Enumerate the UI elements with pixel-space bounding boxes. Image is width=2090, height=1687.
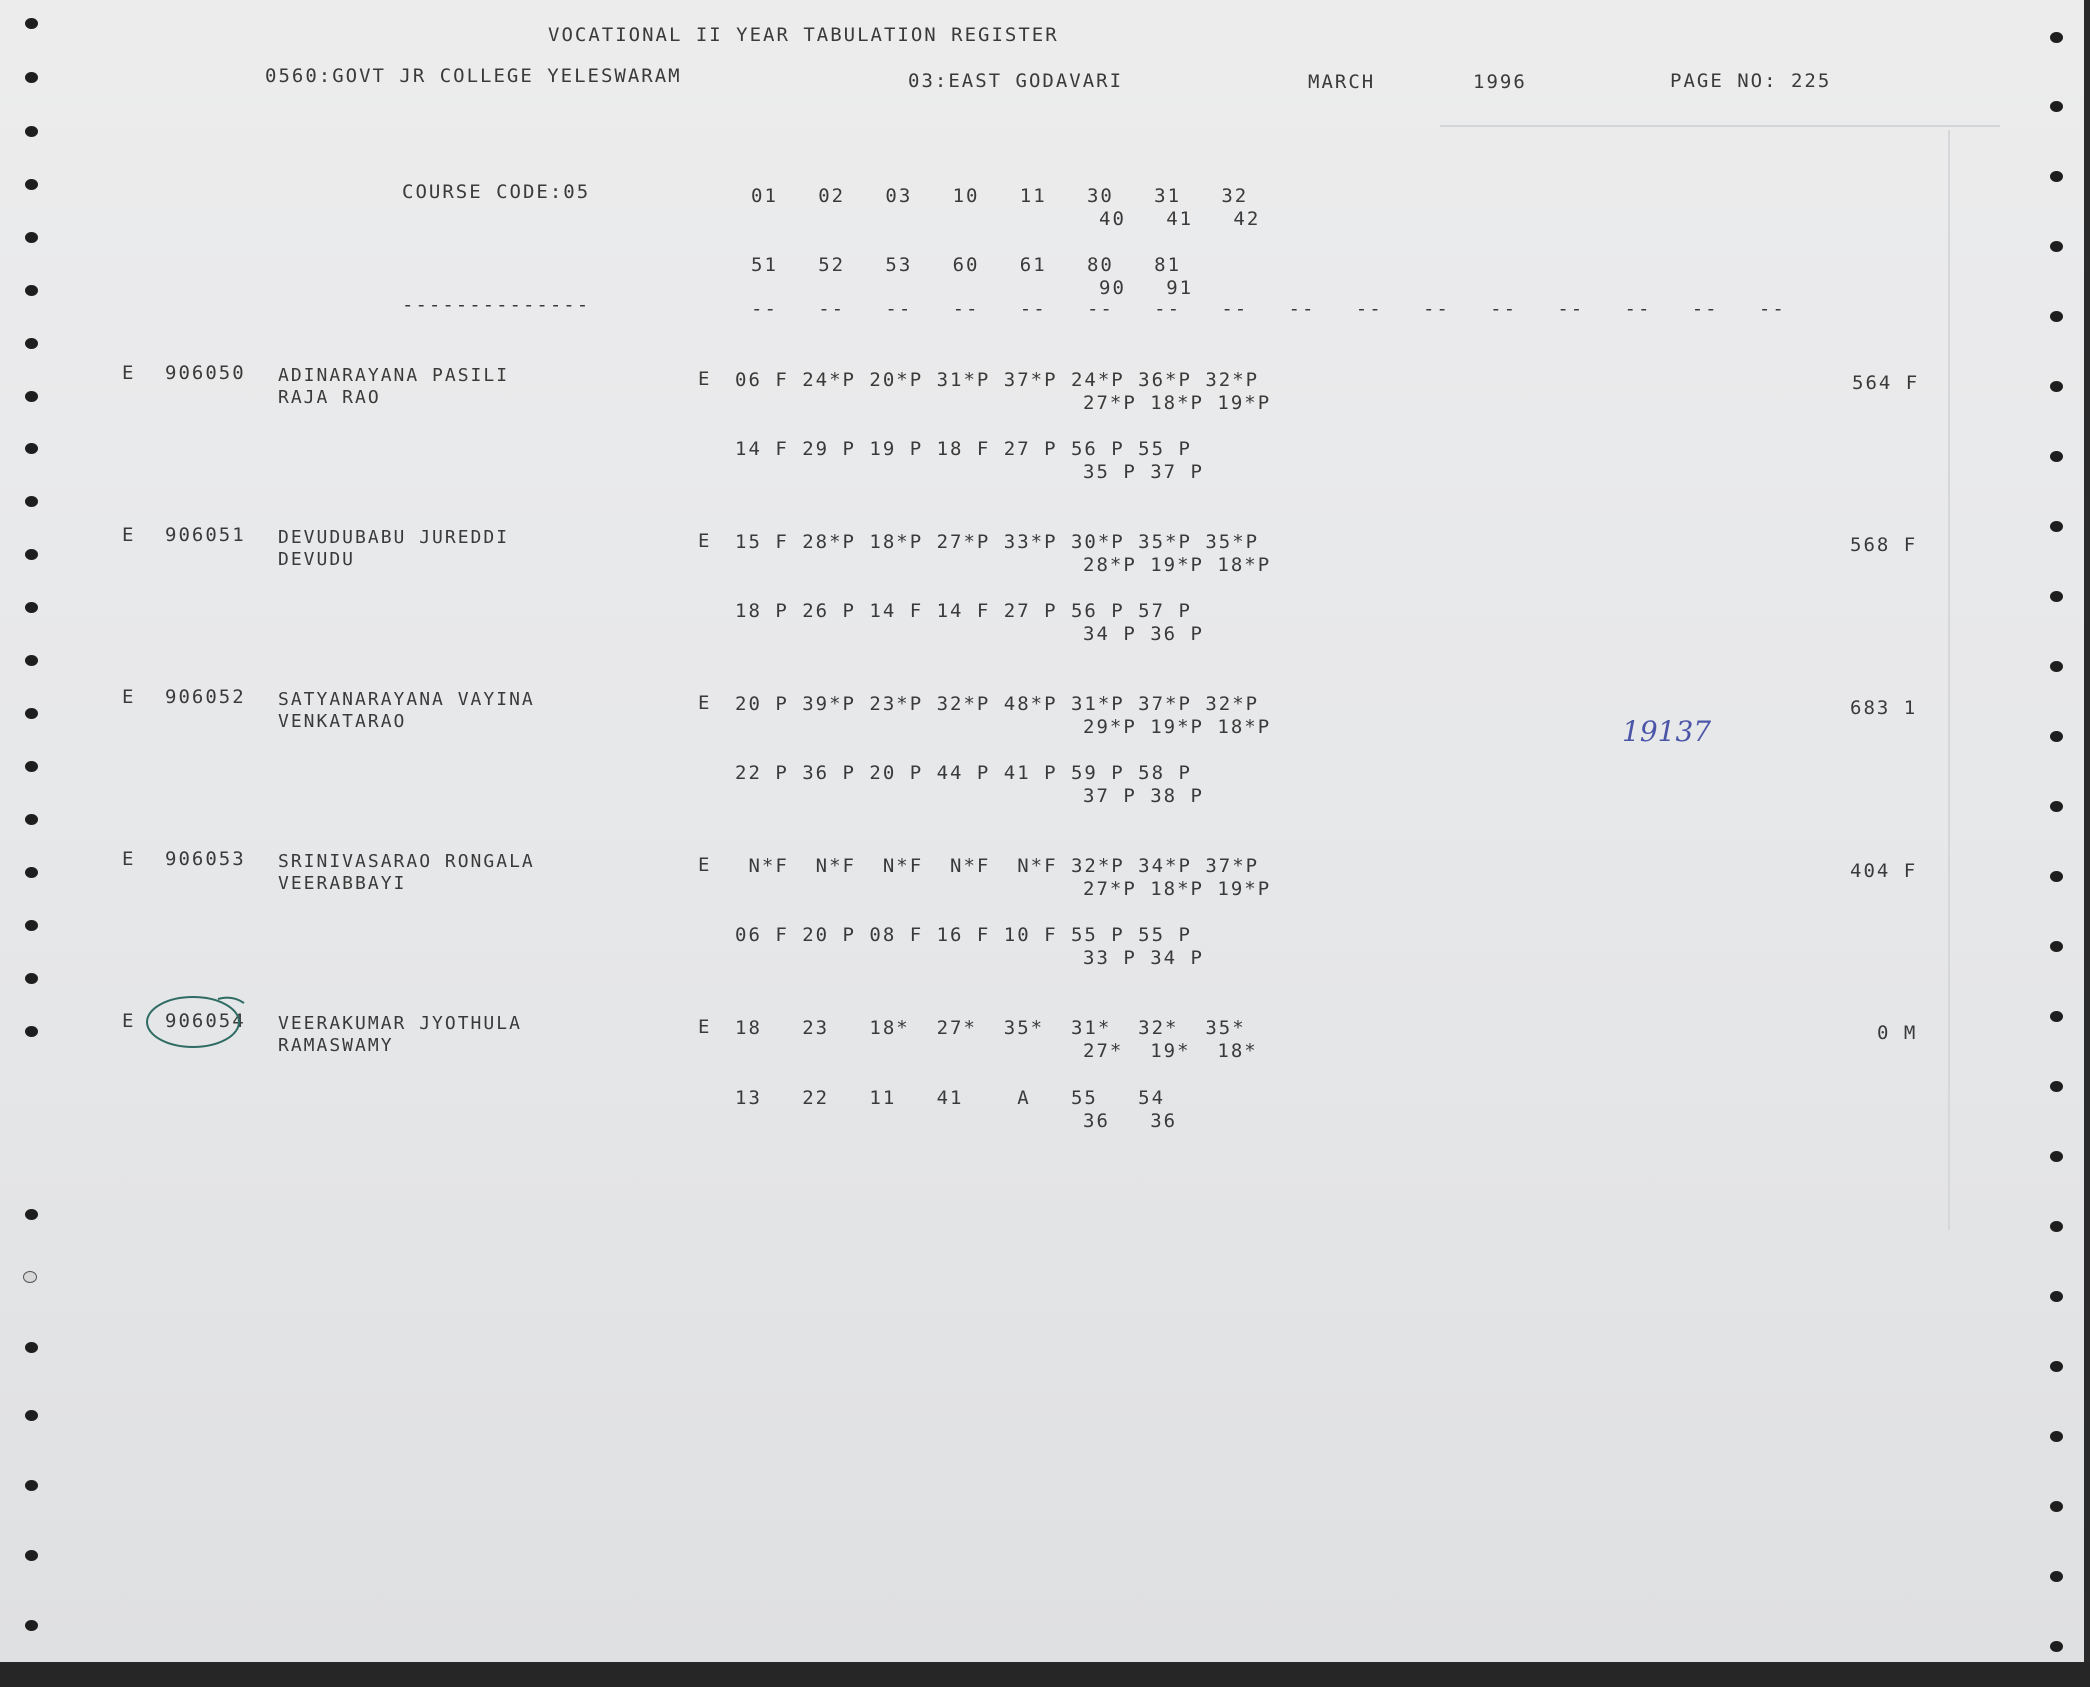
feed-hole [25, 443, 38, 454]
feed-hole [25, 1342, 38, 1353]
feed-hole [25, 232, 38, 243]
roll-number: 906054 [165, 1010, 246, 1032]
grand-total: 404 F [1850, 860, 1918, 882]
feed-hole [25, 1480, 38, 1491]
marks-line: 28*P 19*P 18*P [1083, 554, 1272, 576]
course-code: COURSE CODE:05 [402, 181, 591, 203]
feed-hole [25, 602, 38, 613]
feed-hole [2050, 32, 2063, 43]
college-name: 0560:GOVT JR COLLEGE YELESWARAM [265, 65, 682, 87]
district-name: 03:EAST GODAVARI [908, 70, 1124, 92]
feed-hole [25, 708, 38, 719]
feed-hole [25, 761, 38, 772]
exam-month: MARCH [1308, 71, 1376, 93]
feed-hole [2050, 1011, 2063, 1022]
feed-hole [2050, 1291, 2063, 1302]
marks-line: 27*P 18*P 19*P [1083, 878, 1272, 900]
feed-hole [2050, 1571, 2063, 1582]
feed-hole [25, 72, 38, 83]
feed-hole [2050, 941, 2063, 952]
feed-hole [25, 285, 38, 296]
feed-hole [25, 973, 38, 984]
column-dashes: -- -- -- -- -- -- -- -- -- -- -- -- -- -- -- -- [751, 298, 1786, 320]
candidate-prefix: E [122, 848, 136, 870]
grand-total: 683 1 [1850, 697, 1918, 719]
marks-line: 22 P 36 P 20 P 44 P 41 P 59 P 58 P [735, 762, 1192, 784]
feed-hole [25, 18, 38, 29]
marks-line: 18 P 26 P 14 F 14 F 27 P 56 P 57 P [735, 600, 1192, 622]
feed-hole [2050, 1151, 2063, 1162]
exam-year: 1996 [1473, 71, 1527, 93]
candidate-name: DEVUDUBABU JUREDDI [278, 527, 510, 548]
handwritten-note: 19137 [1622, 715, 1712, 748]
marks-line: 33 P 34 P [1083, 947, 1204, 969]
feed-hole [25, 549, 38, 560]
subject-codes: 90 91 [1099, 277, 1194, 299]
feed-hole [2050, 381, 2063, 392]
feed-hole [25, 1410, 38, 1421]
candidate-name-line2: VEERABBAYI [278, 873, 407, 894]
feed-hole [2050, 871, 2063, 882]
marks-line: 29*P 19*P 18*P [1083, 716, 1272, 738]
feed-hole [2050, 591, 2063, 602]
marks-line: 36 36 [1083, 1110, 1178, 1132]
marks-line: 35 P 37 P [1083, 461, 1204, 483]
feed-hole [2050, 1641, 2063, 1652]
marks-line: 37 P 38 P [1083, 785, 1204, 807]
feed-hole [2050, 171, 2063, 182]
feed-hole [2050, 311, 2063, 322]
grand-total: 568 F [1850, 534, 1918, 556]
marks-line: 27*P 18*P 19*P [1083, 392, 1272, 414]
feed-hole [25, 655, 38, 666]
feed-hole [25, 126, 38, 137]
marks-line: 06 F 24*P 20*P 31*P 37*P 24*P 36*P 32*P [735, 369, 1260, 391]
feed-hole [25, 1550, 38, 1561]
record-flag: E [698, 854, 712, 876]
subject-codes: 51 52 53 60 61 80 81 [751, 254, 1182, 276]
feed-hole [25, 179, 38, 190]
roll-number: 906050 [165, 362, 246, 384]
record-flag: E [698, 530, 712, 552]
candidate-name-line2: VENKATARAO [278, 711, 407, 732]
marks-line: 14 F 29 P 19 P 18 F 27 P 56 P 55 P [735, 438, 1192, 460]
candidate-name: ADINARAYANA PASILI [278, 365, 510, 386]
marks-line: 20 P 39*P 23*P 32*P 48*P 31*P 37*P 32*P [735, 693, 1260, 715]
marks-line: 13 22 11 41 A 55 54 [735, 1087, 1166, 1109]
feed-hole [25, 1620, 38, 1631]
candidate-prefix: E [122, 1010, 136, 1032]
roll-number: 906051 [165, 524, 246, 546]
marks-line: 27* 19* 18* [1083, 1040, 1258, 1062]
feed-hole [25, 867, 38, 878]
record-flag: E [698, 692, 712, 714]
subject-codes: 01 02 03 10 11 30 31 32 [751, 185, 1249, 207]
register-title: VOCATIONAL II YEAR TABULATION REGISTER [548, 24, 1059, 46]
candidate-name-line2: RAMASWAMY [278, 1035, 394, 1056]
form-rule [1948, 130, 1950, 1230]
feed-hole [25, 1209, 38, 1220]
feed-hole [2050, 521, 2063, 532]
feed-hole [23, 1271, 37, 1283]
roll-number: 906053 [165, 848, 246, 870]
form-rule [1440, 125, 2000, 127]
table-surface [0, 1662, 2090, 1687]
feed-hole [25, 920, 38, 931]
feed-hole [25, 338, 38, 349]
feed-hole [2050, 1501, 2063, 1512]
feed-hole [2050, 451, 2063, 462]
roll-number: 906052 [165, 686, 246, 708]
feed-hole [2050, 1431, 2063, 1442]
candidate-name-line2: DEVUDU [278, 549, 356, 570]
candidate-name: SRINIVASARAO RONGALA [278, 851, 535, 872]
candidate-name: VEERAKUMAR JYOTHULA [278, 1013, 522, 1034]
feed-hole [2050, 101, 2063, 112]
candidate-prefix: E [122, 686, 136, 708]
grand-total: 0 M [1877, 1022, 1918, 1044]
marks-line: N*F N*F N*F N*F N*F 32*P 34*P 37*P [735, 855, 1260, 877]
candidate-prefix: E [122, 362, 136, 384]
feed-hole [2050, 1221, 2063, 1232]
marks-line: 18 23 18* 27* 35* 31* 32* 35* [735, 1017, 1246, 1039]
candidate-name-line2: RAJA RAO [278, 387, 381, 408]
feed-hole [2050, 1081, 2063, 1092]
course-underline: -------------- [402, 294, 591, 316]
roll-number-ink-circle [140, 985, 250, 1055]
subject-codes: 40 41 42 [1099, 208, 1261, 230]
candidate-prefix: E [122, 524, 136, 546]
marks-line: 06 F 20 P 08 F 16 F 10 F 55 P 55 P [735, 924, 1192, 946]
marks-line: 34 P 36 P [1083, 623, 1204, 645]
feed-hole [25, 1026, 38, 1037]
record-flag: E [698, 368, 712, 390]
feed-hole [25, 814, 38, 825]
candidate-name: SATYANARAYANA VAYINA [278, 689, 535, 710]
feed-hole [2050, 661, 2063, 672]
feed-hole [2050, 731, 2063, 742]
page-number: PAGE NO: 225 [1670, 70, 1832, 92]
feed-hole [25, 391, 38, 402]
feed-hole [2050, 1361, 2063, 1372]
record-flag: E [698, 1016, 712, 1038]
feed-hole [25, 496, 38, 507]
feed-hole [2050, 801, 2063, 812]
marks-line: 15 F 28*P 18*P 27*P 33*P 30*P 35*P 35*P [735, 531, 1260, 553]
feed-hole [2050, 241, 2063, 252]
grand-total: 564 F [1852, 372, 1920, 394]
